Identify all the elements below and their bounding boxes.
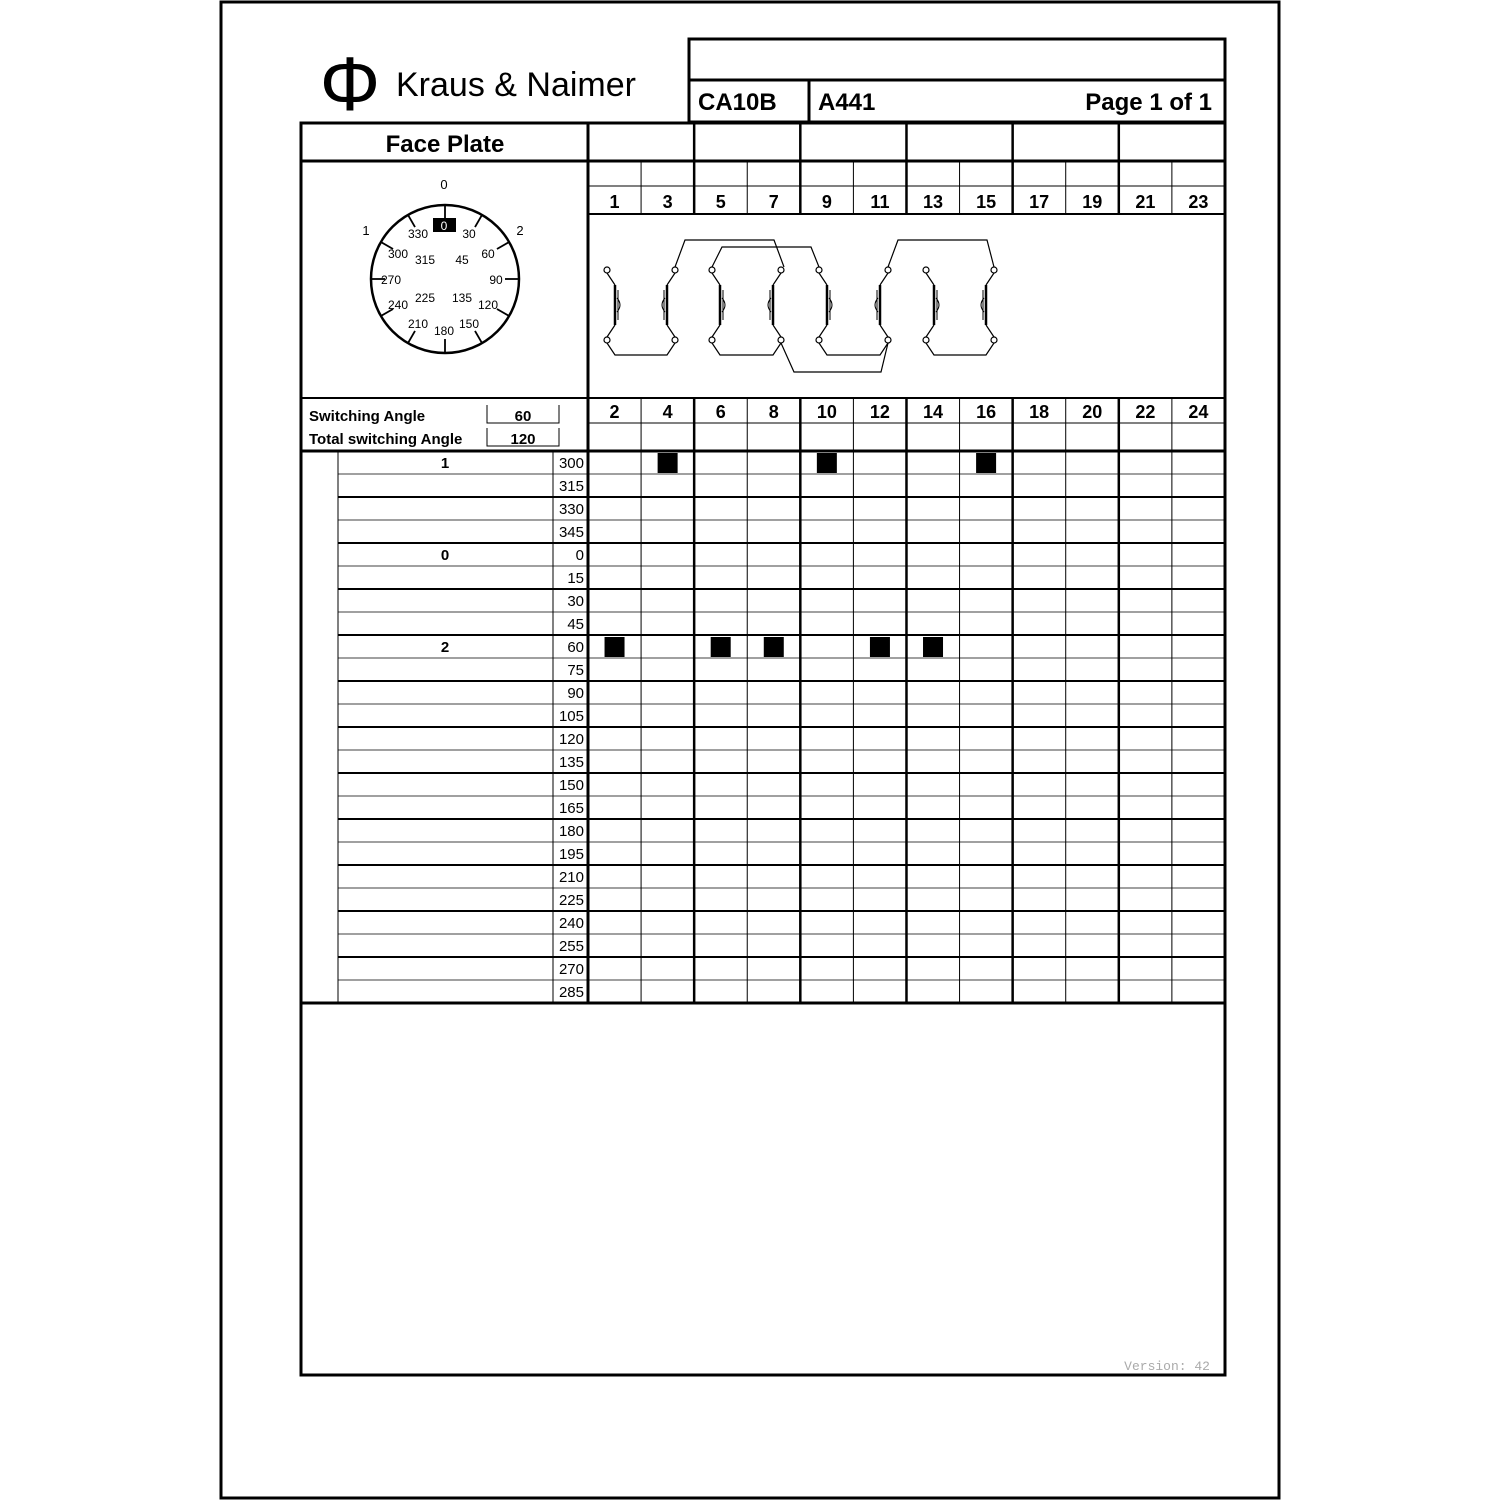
closed-contact-mark (658, 453, 678, 473)
closed-contact-mark (923, 637, 943, 657)
table-row (559, 846, 584, 863)
terminal-top-label: 9 (821, 192, 832, 212)
page-indicator: Page 1 of 1 (1085, 89, 1212, 116)
row-angle: 255 (558, 938, 584, 955)
terminal-bottom-label: 16 (976, 402, 997, 422)
closed-contact-mark (976, 453, 996, 473)
dial-position-0: 0 (440, 177, 448, 192)
table-row (567, 593, 584, 610)
table-row (567, 616, 584, 633)
switching-angle-label: Switching Angle (309, 408, 426, 425)
terminal-bottom-label: 14 (923, 402, 944, 422)
row-angle: 90 (567, 685, 584, 702)
terminal-top-label: 21 (1135, 192, 1156, 212)
dial-angle: 45 (455, 253, 469, 267)
terminal-bottom-label: 22 (1135, 402, 1156, 422)
dial-angle: 30 (462, 227, 476, 241)
terminal-bottom-label: 18 (1029, 402, 1050, 422)
row-angle: 60 (567, 639, 584, 656)
table-row (559, 478, 584, 495)
row-angle: 180 (558, 823, 584, 840)
table-row (559, 938, 584, 955)
row-angle: 285 (558, 984, 584, 1001)
row-angle: 0 (575, 547, 584, 564)
row-angle: 225 (558, 892, 584, 909)
dial-angle: 60 (481, 247, 495, 261)
dial-angle: 90 (489, 273, 503, 287)
table-row (559, 501, 584, 518)
terminal-top-label: 5 (715, 192, 726, 212)
row-angle: 150 (558, 777, 584, 794)
row-angle: 345 (558, 524, 584, 541)
dial-angle: 270 (380, 273, 402, 287)
table-row (559, 869, 584, 886)
dial-angle: 180 (433, 324, 455, 338)
closed-contact-mark (817, 453, 837, 473)
terminal-bottom-label: 20 (1082, 402, 1103, 422)
dial-angle: 210 (407, 317, 429, 331)
dial-angle: 120 (477, 298, 499, 312)
brand-name: Kraus & Naimer (396, 66, 636, 104)
table-row (559, 984, 584, 1001)
terminal-bottom-label: 12 (869, 402, 890, 422)
terminal-top-label: 1 (609, 192, 620, 212)
table-row (559, 800, 584, 817)
terminal-bottom-label: 2 (609, 402, 620, 422)
terminal-bottom-label: 8 (768, 402, 779, 422)
terminal-top-label: 19 (1082, 192, 1103, 212)
table-row (559, 823, 584, 840)
dial-angle: 300 (387, 247, 409, 261)
terminal-top-label: 23 (1188, 192, 1209, 212)
row-angle: 300 (558, 455, 584, 472)
dial-angle: 150 (458, 317, 480, 331)
switching-angle-value: 60 (514, 408, 532, 425)
row-angle: 270 (558, 961, 584, 978)
table-row (559, 754, 584, 771)
dial-highlight-label: 0 (440, 219, 448, 233)
terminal-top-label: 7 (768, 192, 779, 212)
row-angle: 195 (558, 846, 584, 863)
row-angle: 135 (558, 754, 584, 771)
terminal-bottom-label: 6 (715, 402, 726, 422)
row-position: 2 (440, 639, 450, 656)
row-angle: 210 (558, 869, 584, 886)
table-row (567, 662, 584, 679)
program-code: A441 (818, 89, 876, 116)
terminal-top-label: 3 (662, 192, 673, 212)
row-angle: 75 (567, 662, 584, 679)
table-row (567, 570, 584, 587)
table-row (559, 777, 584, 794)
face-plate-title: Face Plate (385, 131, 505, 158)
row-position: 1 (440, 455, 450, 472)
table-row (559, 731, 584, 748)
row-angle: 165 (558, 800, 584, 817)
terminal-top-label: 13 (923, 192, 944, 212)
dial-angle: 330 (407, 227, 429, 241)
terminal-top-label: 17 (1029, 192, 1050, 212)
table-row (559, 961, 584, 978)
closed-contact-mark (870, 637, 890, 657)
row-angle: 30 (567, 593, 584, 610)
dial-angle: 135 (451, 291, 473, 305)
version-label: Version: 42 (1124, 1359, 1210, 1374)
row-angle: 15 (567, 570, 584, 587)
dial-position-2: 2 (516, 223, 524, 238)
row-angle: 330 (558, 501, 584, 518)
closed-contact-mark (605, 637, 625, 657)
row-angle: 45 (567, 616, 584, 633)
terminal-top-label: 15 (976, 192, 997, 212)
closed-contact-mark (711, 637, 731, 657)
terminal-bottom-label: 10 (816, 402, 837, 422)
table-row (567, 685, 584, 702)
row-angle: 315 (558, 478, 584, 495)
row-angle: 105 (558, 708, 584, 725)
terminal-top-label: 11 (870, 192, 890, 212)
row-angle: 120 (558, 731, 584, 748)
brand-symbol: Φ (319, 42, 381, 127)
table-row (559, 892, 584, 909)
model-code: CA10B (698, 89, 777, 116)
terminal-bottom-label: 4 (662, 402, 673, 422)
table-row (559, 524, 584, 541)
table-row (559, 915, 584, 932)
dial-angle: 315 (414, 253, 436, 267)
total-angle-value: 120 (510, 431, 536, 448)
dial-position-1: 1 (362, 223, 370, 238)
closed-contact-mark (764, 637, 784, 657)
dial-angle: 240 (387, 298, 409, 312)
row-position: 0 (440, 547, 450, 564)
total-angle-label: Total switching Angle (309, 431, 463, 448)
table-row (559, 708, 584, 725)
terminal-bottom-label: 24 (1188, 402, 1209, 422)
dial-angle: 225 (414, 291, 436, 305)
row-angle: 240 (558, 915, 584, 932)
